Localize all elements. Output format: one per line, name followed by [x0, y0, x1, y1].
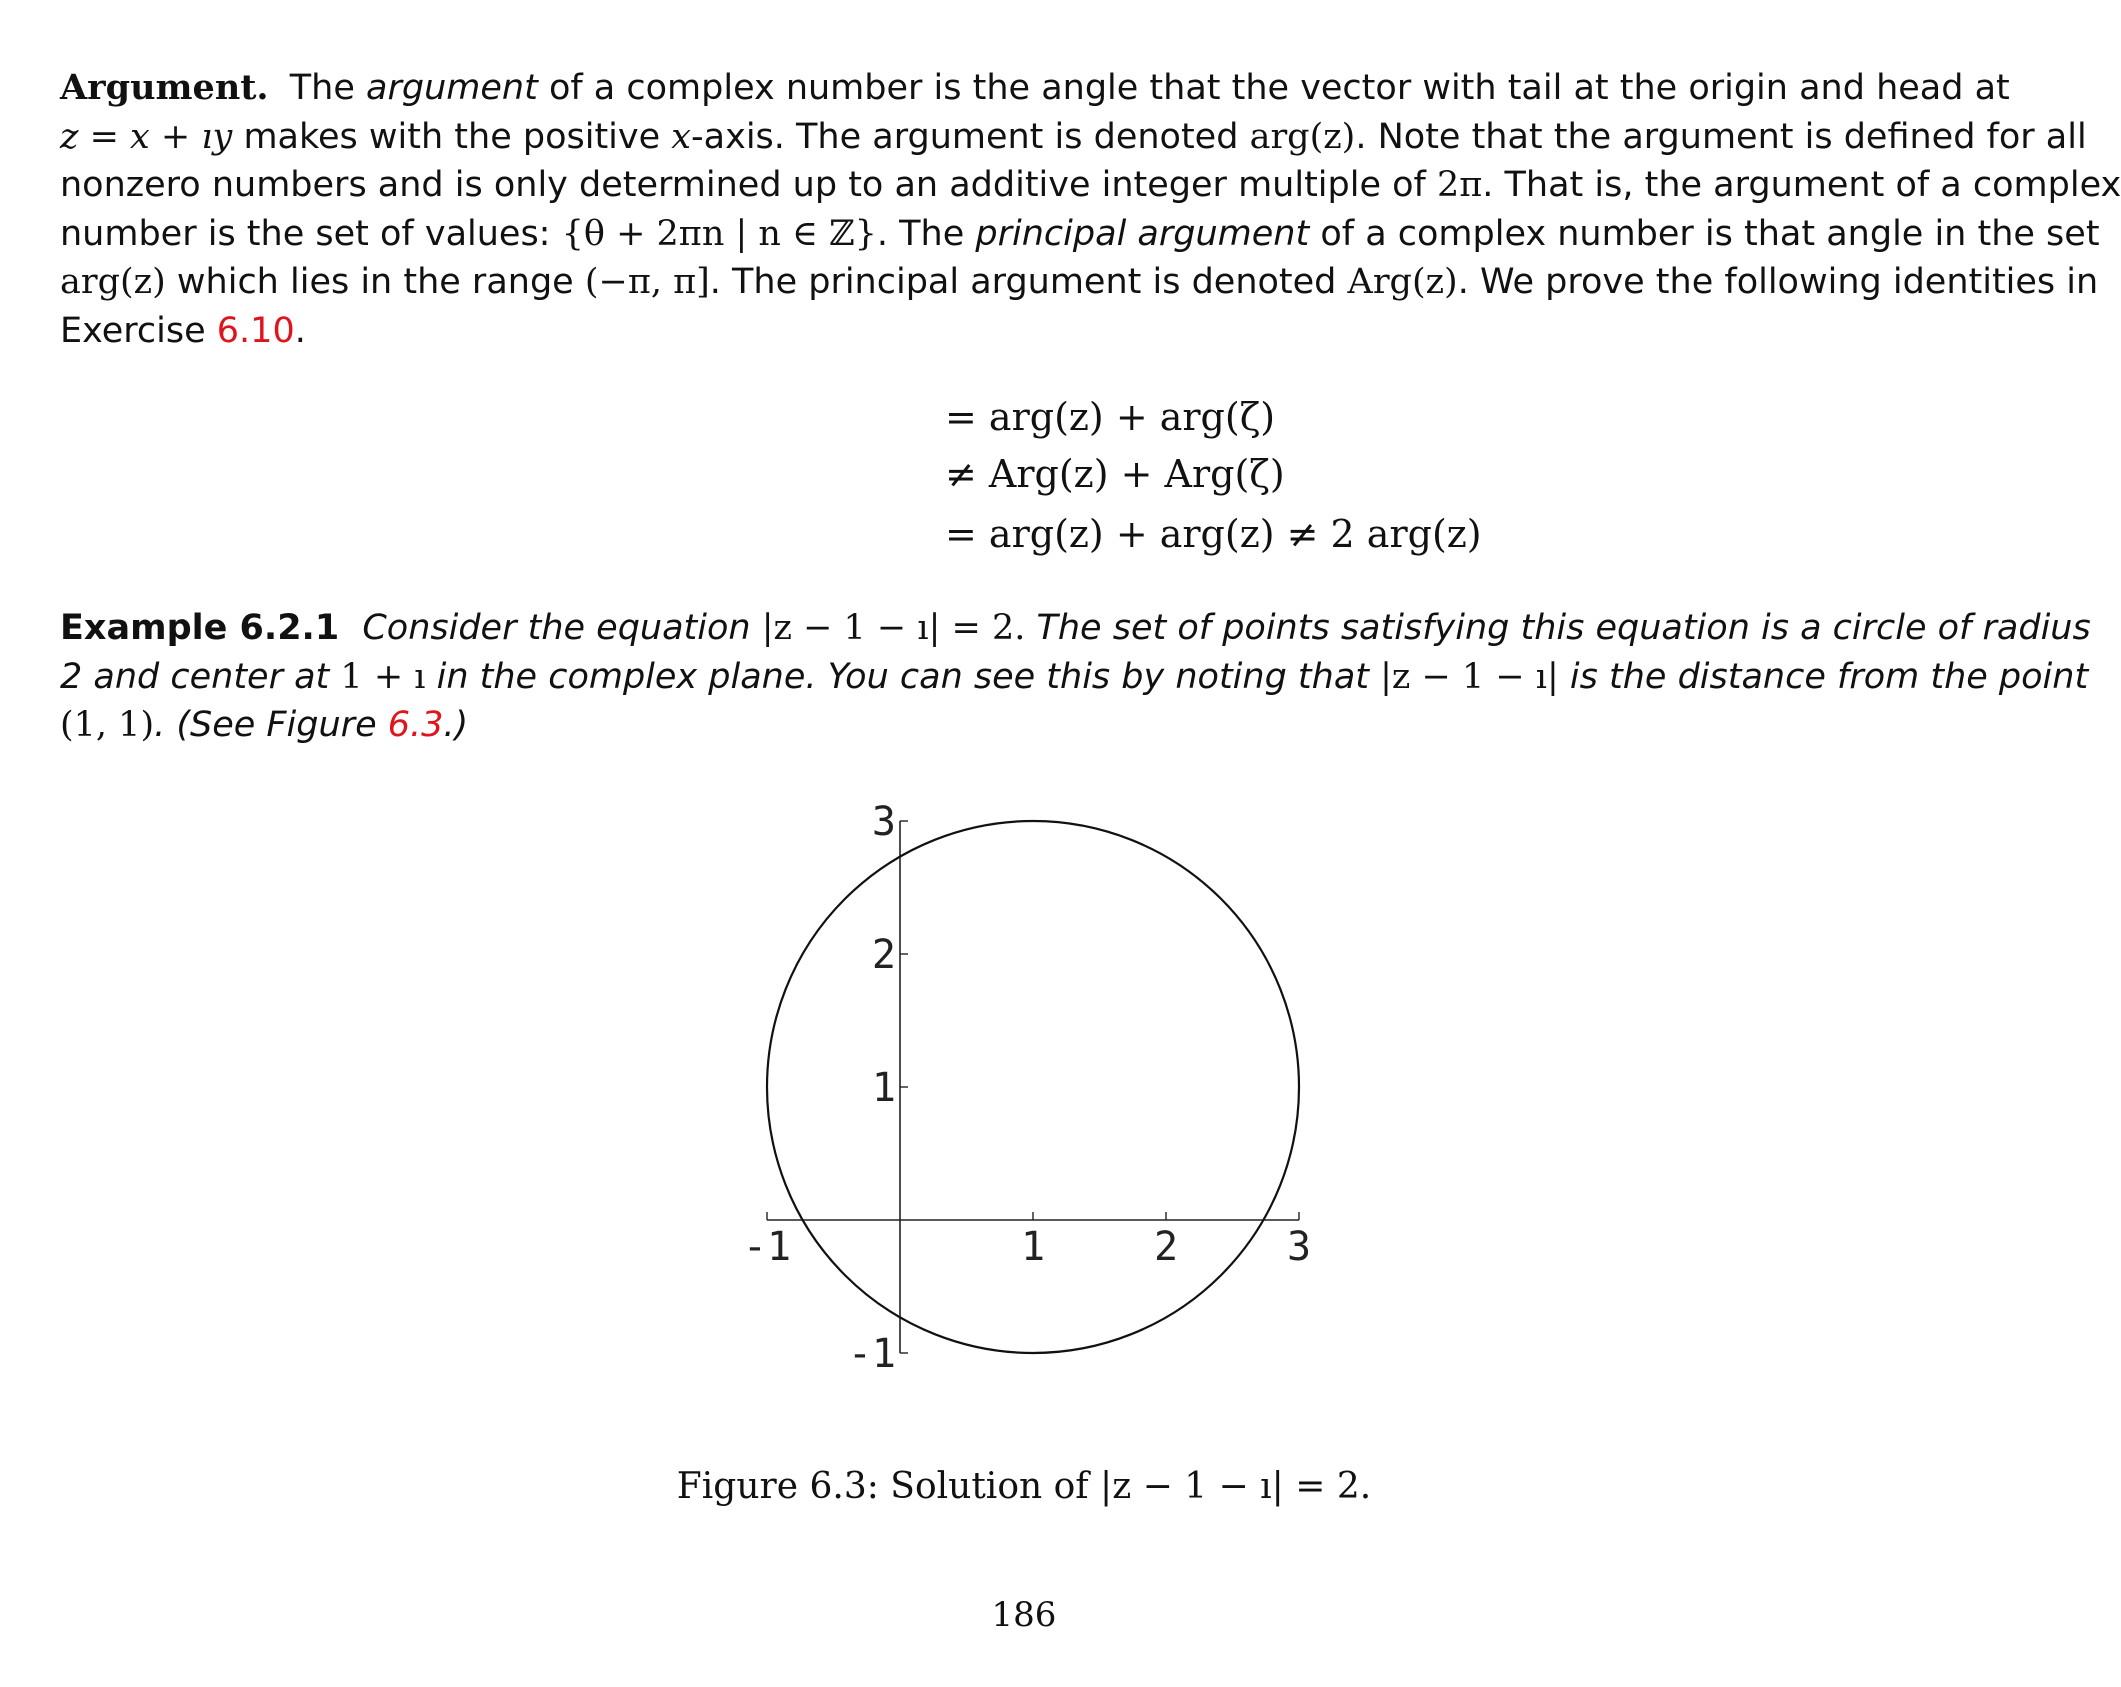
math-set: {θ + 2πn | n ∈ ℤ} [561, 213, 877, 254]
y-tick-label: 1 [871, 1065, 896, 1111]
x-tick-label: 2 [1153, 1224, 1179, 1270]
math-Arg-z: Arg(z) [1347, 262, 1458, 302]
y-tick-label: -1 [847, 1331, 896, 1377]
exercise-link[interactable]: 6.10 [216, 310, 295, 351]
math-abs: |z − 1 − ı| [1380, 656, 1559, 697]
argument-paragraph [60, 64, 2121, 355]
math-arg-z: arg(z) [1249, 116, 1356, 157]
text: .) [443, 705, 469, 745]
math-2pi: 2π [1437, 165, 1483, 205]
example-heading: Example 6.2.1 [60, 608, 340, 648]
tick-labels [743, 799, 1311, 1377]
math-equation: |z − 1 − ı| = 2. [761, 608, 1026, 648]
text: 2 and center at [60, 656, 330, 697]
argument-line-5 [60, 258, 2099, 307]
term-argument: argument [366, 68, 538, 108]
argument-line-2 [60, 113, 2087, 162]
x-tick-label: 1 [1020, 1224, 1046, 1270]
figure-caption: Figure 6.3: Solution of |z − 1 − ı| = 2. [676, 1466, 1372, 1507]
text: The set of points satisfying this equation is a circle of radius [1036, 608, 2091, 648]
axes [767, 821, 1299, 1353]
text: Exercise [60, 310, 206, 351]
argument-line-3 [60, 161, 2121, 210]
text: of a complex number is that angle in the set [1320, 213, 2100, 254]
identity-rhs: = arg(z) + arg(ζ) [945, 395, 1276, 439]
math-range: (−π, π] [584, 262, 710, 302]
page-number: 186 [991, 1595, 1057, 1635]
argument-line-4 [60, 210, 2100, 259]
text: . [294, 310, 306, 351]
y-tick-label: 3 [871, 799, 896, 845]
text: . The principal argument is denoted [709, 262, 1337, 302]
text: . The [876, 213, 965, 254]
math-x: x [671, 116, 692, 157]
text: number is the set of values: [60, 213, 551, 254]
solution-circle [767, 821, 1299, 1353]
math-center: 1 + ı [340, 656, 426, 697]
term-principal-argument: principal argument [975, 213, 1310, 254]
text: . Note that the argument is defined for all [1355, 116, 2087, 157]
identity-rhs: ≠ Arg(z) + Arg(ζ) [945, 452, 1285, 496]
text: . We prove the following identities in [1457, 262, 2099, 302]
math-point: (1, 1) [60, 705, 155, 745]
text: is the distance from the point [1569, 656, 2089, 697]
example-line-2 [60, 653, 2089, 702]
math-z-def: z = x + ıy [60, 116, 233, 157]
argument-heading: Argument. [60, 67, 269, 108]
text: makes with the positive [243, 116, 661, 157]
text: The [289, 68, 355, 108]
math-arg-z: arg(z) [60, 262, 166, 302]
text: which lies in the range [176, 262, 574, 302]
circle-plot [720, 790, 1320, 1410]
text: . (See Figure [154, 705, 377, 745]
example-line-3 [60, 701, 1990, 750]
identity-rhs: = arg(z) + arg(z) ≠ 2 arg(z) [945, 512, 1482, 556]
argument-line-1 [60, 64, 2010, 113]
text: -axis. The argument is denoted [691, 116, 1239, 157]
text: nonzero numbers and is only determined up to an additive integer multiple of [60, 165, 1426, 205]
text: Consider the equation [362, 608, 751, 648]
text: in the complex plane. You can see this by noting that [436, 656, 1369, 697]
y-tick-label: 2 [871, 932, 896, 978]
text: of a complex number is the angle that the vector with tail at the origin and head at [548, 68, 2010, 108]
plot-marks [767, 821, 1299, 1353]
example-line-1 [60, 604, 2091, 653]
figure-link[interactable]: 6.3 [387, 705, 444, 745]
text: . That is, the argument of a complex [1482, 165, 2121, 205]
argument-line-6 [60, 307, 1990, 356]
example-paragraph [60, 604, 2091, 750]
x-tick-label: -1 [742, 1224, 792, 1270]
x-tick-label: 3 [1286, 1224, 1312, 1270]
